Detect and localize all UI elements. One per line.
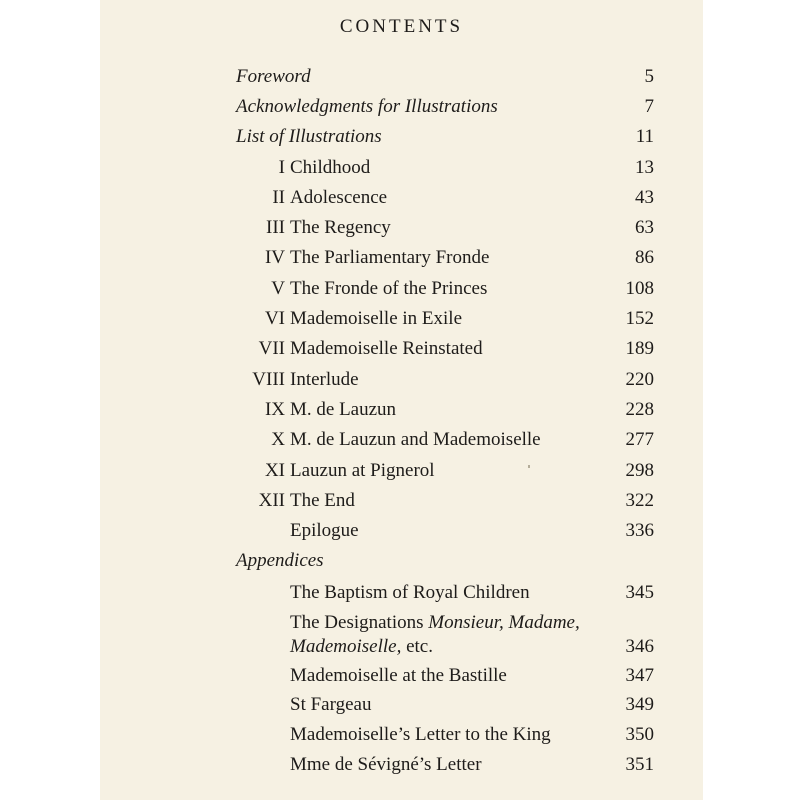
toc-chapter — [100, 427, 703, 453]
toc-chapter — [100, 185, 703, 211]
entry-title: Appendices — [236, 550, 324, 571]
chapter-page: 298 — [625, 460, 654, 481]
entry-title: Acknowledgments for Illustrations — [236, 96, 498, 117]
title-italic: Mademoiselle, — [290, 636, 402, 657]
chapter-title: Adolescence — [290, 187, 388, 208]
entry-title: Epilogue — [290, 520, 359, 541]
toc-appendix — [100, 692, 703, 718]
appendix-page: 345 — [625, 582, 654, 603]
toc-chapter — [100, 397, 703, 423]
toc-appendix — [100, 610, 703, 657]
toc-appendix — [100, 722, 703, 748]
entry-page: 7 — [644, 96, 654, 117]
chapter-page: 189 — [625, 338, 654, 359]
chapter-number: III — [266, 217, 285, 238]
appendix-page: 350 — [625, 724, 654, 745]
entry-page: 5 — [644, 66, 654, 87]
chapter-number: I — [278, 157, 285, 178]
toc-entry-foreword — [100, 64, 703, 90]
entry-title: List of Illustrations — [236, 126, 382, 147]
chapter-page: 220 — [625, 369, 654, 390]
chapter-number: X — [271, 429, 285, 450]
chapter-number: II — [272, 187, 285, 208]
chapter-page: 86 — [635, 247, 654, 268]
chapter-title: Mademoiselle Reinstated — [290, 338, 483, 359]
toc-chapter — [100, 155, 703, 181]
chapter-number: IV — [264, 247, 285, 268]
title-italic: Monsieur, Madame, — [428, 612, 580, 633]
entry-page: 336 — [625, 520, 654, 541]
title-suffix: etc. — [406, 636, 433, 657]
book-page — [100, 0, 703, 800]
chapter-number: IX — [264, 399, 285, 420]
appendix-title-line2 — [290, 634, 433, 660]
chapter-number: VII — [258, 338, 285, 359]
toc-entry-epilogue — [100, 518, 703, 544]
chapter-title: The Fronde of the Princes — [290, 278, 488, 299]
chapter-page: 108 — [625, 278, 654, 299]
chapter-number: XI — [264, 460, 285, 481]
chapter-number: VIII — [252, 369, 285, 390]
entry-page: 11 — [635, 126, 654, 147]
chapter-number: VI — [264, 308, 285, 329]
chapter-page: 228 — [625, 399, 654, 420]
chapter-page: 13 — [635, 157, 654, 178]
chapter-title: Childhood — [290, 157, 371, 178]
appendix-title: Mademoiselle at the Bastille — [290, 665, 507, 686]
chapter-number: XII — [258, 490, 285, 511]
appendix-page: 349 — [625, 694, 654, 715]
appendix-title: Mme de Sévigné’s Letter — [290, 754, 482, 775]
toc-chapter — [100, 488, 703, 514]
chapter-title: M. de Lauzun and Mademoiselle — [290, 429, 541, 450]
chapter-title: The End — [290, 490, 355, 511]
chapter-title: Mademoiselle in Exile — [290, 308, 463, 329]
title-prefix: The Designations — [290, 612, 424, 633]
toc-chapter — [100, 458, 703, 484]
chapter-page: 322 — [625, 490, 654, 511]
appendix-title: The Baptism of Royal Children — [290, 582, 530, 603]
toc-chapter — [100, 215, 703, 241]
toc-appendix — [100, 663, 703, 689]
toc-chapter — [100, 245, 703, 271]
appendix-page: 351 — [625, 754, 654, 775]
toc-appendix — [100, 580, 703, 606]
chapter-number: V — [271, 278, 285, 299]
chapter-page: 152 — [625, 308, 654, 329]
chapter-page: 63 — [635, 217, 654, 238]
chapter-page: 277 — [625, 429, 654, 450]
chapter-title: The Regency — [290, 217, 391, 238]
chapter-page: 43 — [635, 187, 654, 208]
toc-chapter — [100, 306, 703, 332]
entry-title: Foreword — [236, 66, 311, 87]
contents-heading: CONTENTS — [339, 16, 464, 37]
chapter-title: Interlude — [290, 369, 359, 390]
appendix-title — [290, 610, 580, 636]
toc-appendix — [100, 752, 703, 778]
appendix-title: Mademoiselle’s Letter to the King — [290, 724, 551, 745]
paper-speck — [528, 465, 530, 468]
toc-chapter — [100, 276, 703, 302]
toc-entry-acknowledgments — [100, 94, 703, 120]
chapter-title: Lauzun at Pignerol — [290, 460, 435, 481]
appendices-heading — [100, 548, 703, 574]
toc-entry-list-of-illustrations — [100, 124, 703, 150]
appendix-page: 347 — [625, 665, 654, 686]
chapter-title: The Parliamentary Fronde — [290, 247, 490, 268]
appendix-title: St Fargeau — [290, 694, 372, 715]
chapter-title: M. de Lauzun — [290, 399, 397, 420]
toc-chapter — [100, 336, 703, 362]
appendix-page: 346 — [625, 636, 654, 657]
toc-chapter — [100, 367, 703, 393]
